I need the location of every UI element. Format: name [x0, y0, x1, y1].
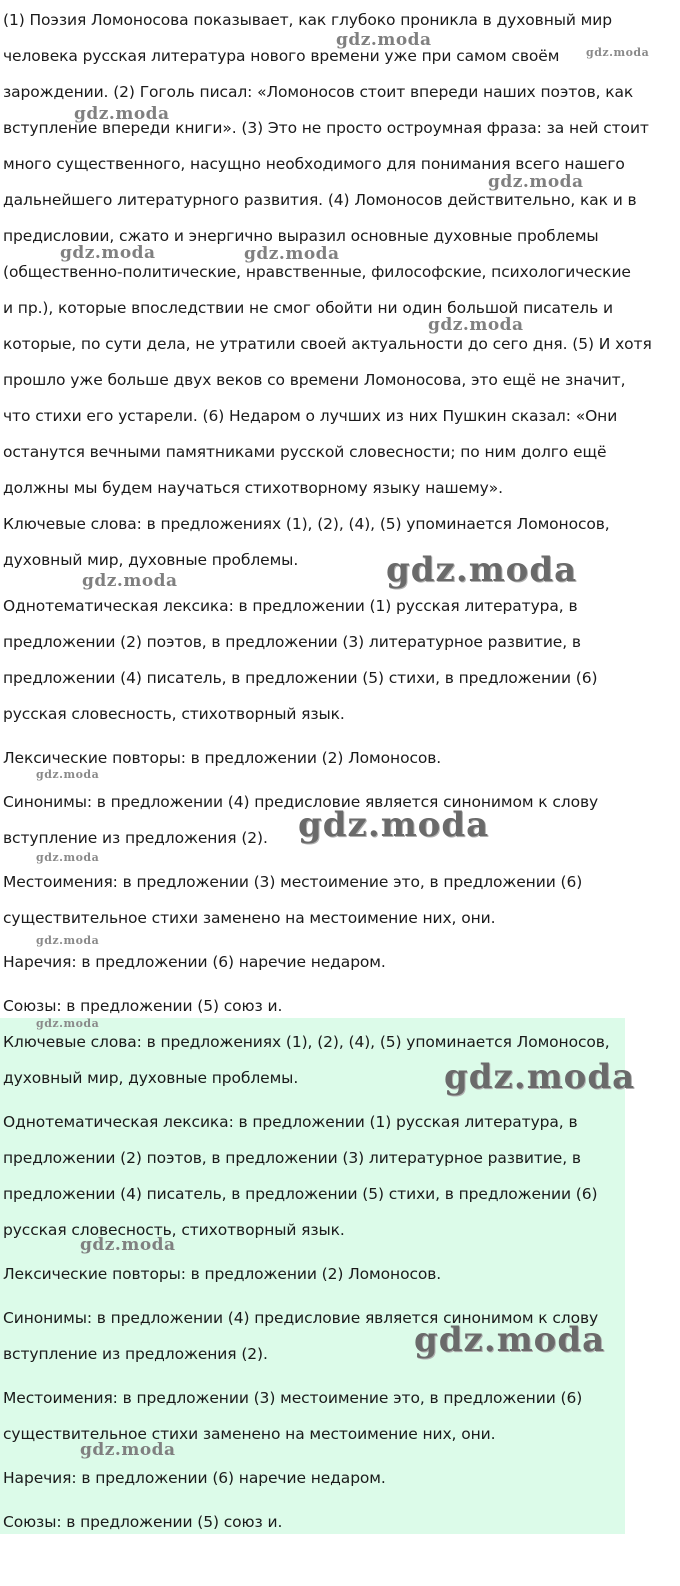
text-line: прошло уже больше двух веков со времени Ломоносова, это ещё не значит,	[3, 371, 626, 389]
watermark-logo: gdz.moda	[82, 571, 178, 591]
highlighted-line: Союзы: в предложении (5) союз и.	[3, 1513, 283, 1531]
watermark-logo: gdz.moda	[36, 851, 100, 864]
highlighted-line: вступление из предложения (2).	[3, 1345, 268, 1363]
analysis-line: предложении (4) писатель, в предложении (5) стихи, в предложении (6)	[3, 669, 598, 687]
highlighted-line: Синонимы: в предложении (4) предисловие является синонимом к слову	[3, 1309, 599, 1327]
text-line: что стихи его устарели. (6) Недаром о лучших из них Пушкин сказал: «Они	[3, 407, 618, 425]
analysis-line: духовный мир, духовные проблемы.	[3, 551, 299, 569]
highlighted-line: предложении (2) поэтов, в предложении (3) литературное развитие, в	[3, 1149, 581, 1167]
analysis-line: Союзы: в предложении (5) союз и.	[3, 997, 283, 1015]
text-line: человека русская литература нового времени уже при самом своём	[3, 47, 560, 65]
text-line: (общественно-политические, нравственные, философские, психологические	[3, 263, 631, 281]
analysis-line: существительное стихи заменено на местоимение них, они.	[3, 909, 496, 927]
text-line: много существенного, насущно необходимого для понимания всего нашего	[3, 155, 625, 173]
highlighted-line: Однотематическая лексика: в предложении (1) русская литература, в	[3, 1113, 578, 1131]
watermark-logo: gdz.moda	[386, 550, 578, 590]
watermark-logo: gdz.moda	[36, 934, 100, 947]
analysis-line: Синонимы: в предложении (4) предисловие является синонимом к слову	[3, 793, 599, 811]
watermark-logo: gdz.moda	[36, 768, 100, 781]
watermark-logo: gdz.moda	[586, 46, 650, 59]
text-line: которые, по сути дела, не утратили своей актуальности до сего дня. (5) И хотя	[3, 335, 652, 353]
analysis-line: русская словесность, стихотворный язык.	[3, 705, 345, 723]
analysis-line: Наречия: в предложении (6) наречие недаром.	[3, 953, 386, 971]
watermark-logo: gdz.moda	[80, 1440, 176, 1460]
watermark-logo: gdz.moda	[414, 1320, 606, 1360]
analysis-line: Лексические повторы: в предложении (2) Ломоносов.	[3, 749, 442, 767]
watermark-logo: gdz.moda	[428, 315, 524, 335]
watermark-logo: gdz.moda	[336, 30, 432, 50]
highlighted-line: Наречия: в предложении (6) наречие недаром.	[3, 1469, 386, 1487]
text-line: зарождении. (2) Гоголь писал: «Ломоносов стоит впереди наших поэтов, как	[3, 83, 634, 101]
watermark-logo: gdz.moda	[488, 172, 584, 192]
highlighted-line: Ключевые слова: в предложениях (1), (2), (4), (5) упоминается Ломоносов,	[3, 1033, 610, 1051]
text-line: должны мы будем научаться стихотворному языку нашему».	[3, 479, 503, 497]
analysis-line: Ключевые слова: в предложениях (1), (2), (4), (5) упоминается Ломоносов,	[3, 515, 610, 533]
text-line: (1) Поэзия Ломоносова показывает, как глубоко проникла в духовный мир	[3, 11, 612, 29]
watermark-logo: gdz.moda	[74, 104, 170, 124]
text-line: вступление впереди книги». (3) Это не просто остроумная фраза: за ней стоит	[3, 119, 649, 137]
watermark-logo: gdz.moda	[80, 1235, 176, 1255]
highlighted-line: духовный мир, духовные проблемы.	[3, 1069, 299, 1087]
watermark-logo: gdz.moda	[60, 243, 156, 263]
text-line: и пр.), которые впоследствии не смог обойти ни один большой писатель и	[3, 299, 613, 317]
highlighted-line: Местоимения: в предложении (3) местоимение это, в предложении (6)	[3, 1389, 583, 1407]
analysis-line: Однотематическая лексика: в предложении (1) русская литература, в	[3, 597, 578, 615]
watermark-logo: gdz.moda	[244, 244, 340, 264]
highlighted-line: Лексические повторы: в предложении (2) Ломоносов.	[3, 1265, 442, 1283]
text-line: предисловии, сжато и энергично выразил основные духовные проблемы	[3, 227, 599, 245]
analysis-line: предложении (2) поэтов, в предложении (3) литературное развитие, в	[3, 633, 581, 651]
watermark-logo: gdz.moda	[298, 805, 490, 845]
highlighted-line: существительное стихи заменено на местоимение них, они.	[3, 1425, 496, 1443]
highlighted-line: русская словесность, стихотворный язык.	[3, 1221, 345, 1239]
text-line: останутся вечными памятниками русской словесности; по ним долго ещё	[3, 443, 607, 461]
highlighted-line: предложении (4) писатель, в предложении (5) стихи, в предложении (6)	[3, 1185, 598, 1203]
watermark-logo: gdz.moda	[36, 1017, 100, 1030]
watermark-logo: gdz.moda	[444, 1057, 636, 1097]
text-line: дальнейшего литературного развития. (4) Ломоносов действительно, как и в	[3, 191, 637, 209]
analysis-line: вступление из предложения (2).	[3, 829, 268, 847]
analysis-line: Местоимения: в предложении (3) местоимение это, в предложении (6)	[3, 873, 583, 891]
